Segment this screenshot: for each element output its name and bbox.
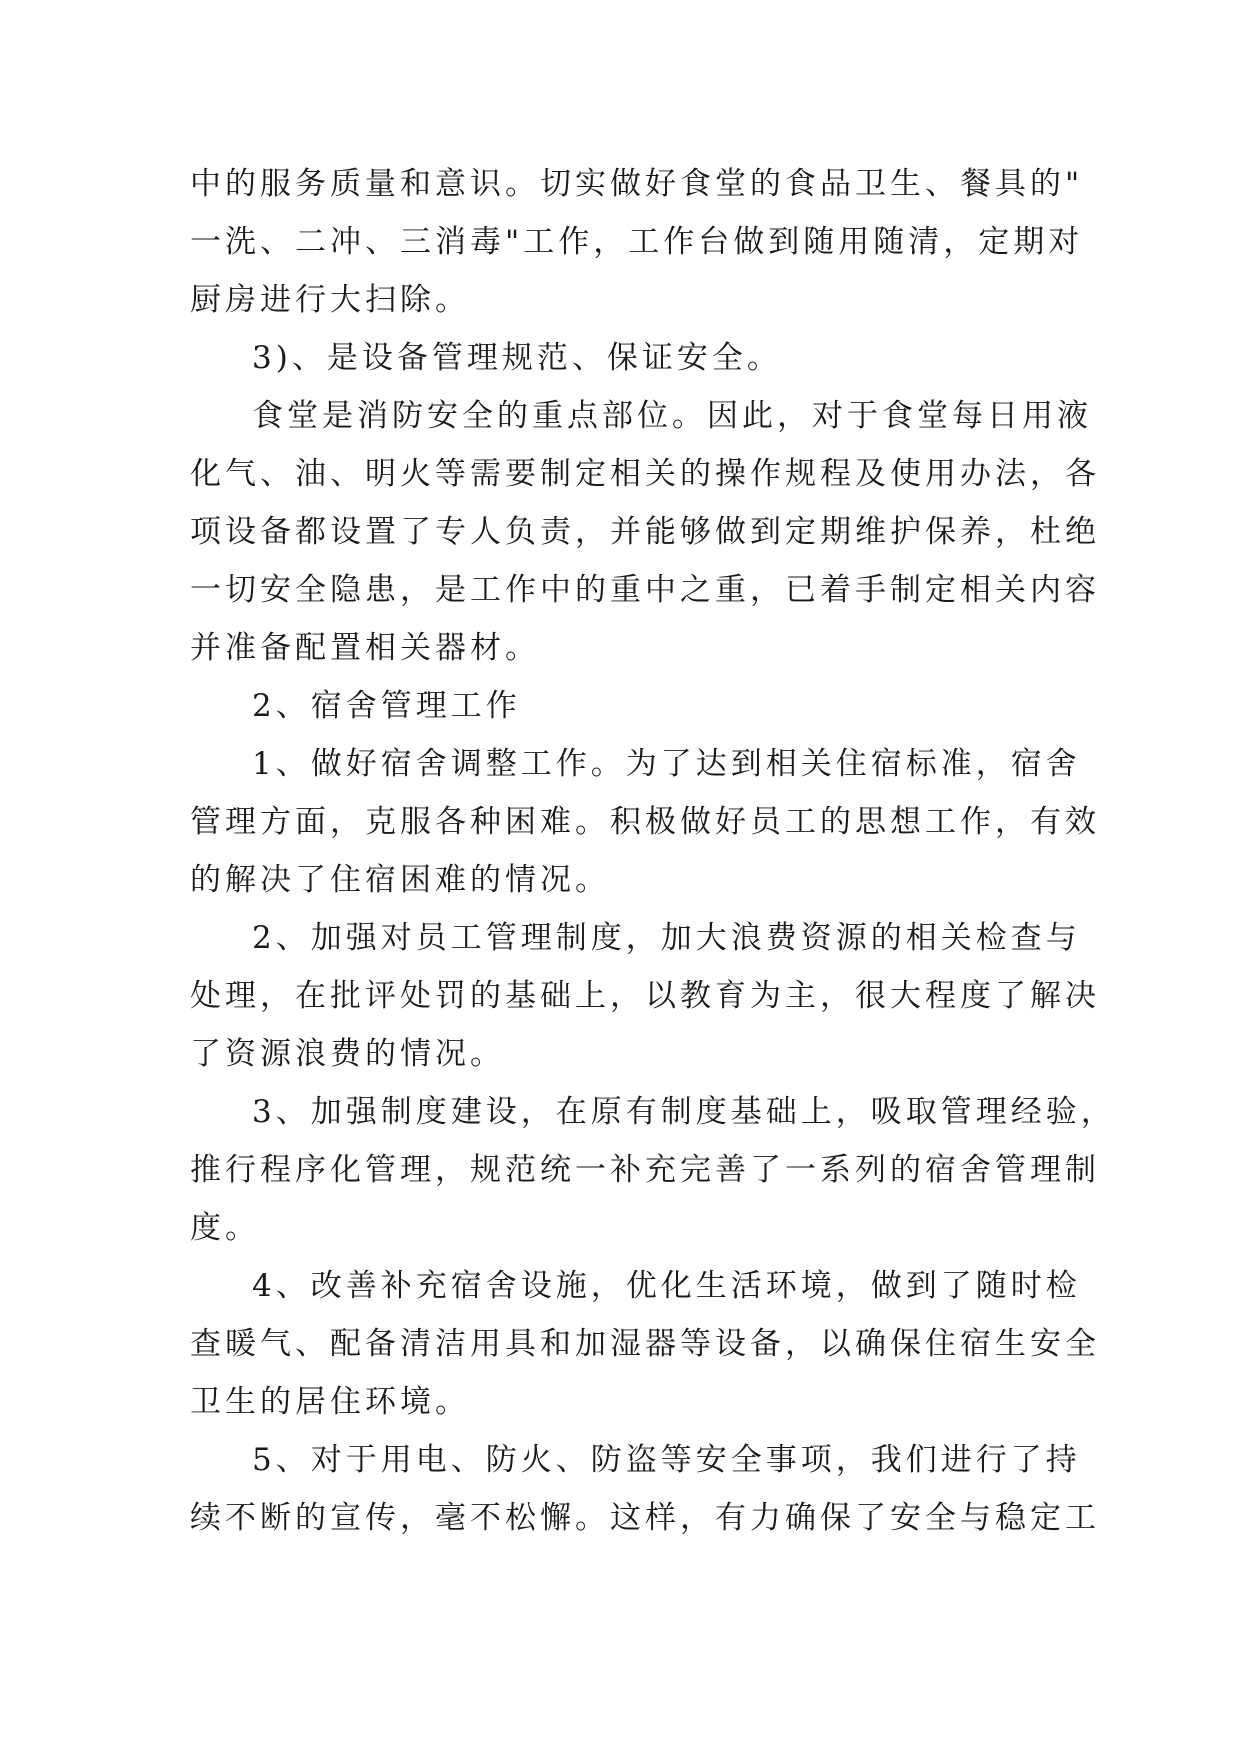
text-line: 卫生的居住环境。 [190,1384,470,1420]
text-line: 食堂是消防安全的重点部位。因此，对于食堂每日用液 [252,398,1092,434]
text-line: 了资源浪费的情况。 [190,1036,505,1072]
text-line: 度。 [190,1210,260,1246]
text-line: 一切安全隐患，是工作中的重中之重，已着手制定相关内容 [190,572,1100,608]
text-line: 厨房进行大扫除。 [190,282,470,318]
section-heading: 3)、是设备管理规范、保证安全。 [252,340,782,376]
document-body [190,155,1116,1547]
text-line: 的解决了住宿困难的情况。 [190,862,610,898]
text-line: 2、加强对员工管理制度，加大浪费资源的相关检查与 [252,920,1081,956]
text-line: 项设备都设置了专人负责，并能够做到定期维护保养，杜绝 [190,514,1100,550]
text-line: 4、改善补充宿舍设施，优化生活环境，做到了随时检 [252,1268,1081,1304]
text-line: 续不断的宣传，毫不松懈。这样，有力确保了安全与稳定工 [190,1500,1100,1536]
section-heading: 2、宿舍管理工作 [252,688,521,724]
text-line: 中的服务质量和意识。切实做好食堂的食品卫生、餐具的" [190,166,1084,202]
text-line: 3、加强制度建设，在原有制度基础上，吸取管理经验， [252,1094,1116,1130]
text-line: 1、做好宿舍调整工作。为了达到相关住宿标准，宿舍 [252,746,1081,782]
text-line: 管理方面，克服各种困难。积极做好员工的思想工作，有效 [190,804,1100,840]
text-line: 查暖气、配备清洁用具和加湿器等设备，以确保住宿生安全 [190,1326,1100,1362]
text-line: 5、对于用电、防火、防盗等安全事项，我们进行了持 [252,1442,1081,1478]
text-line: 并准备配置相关器材。 [190,630,540,666]
text-line: 化气、油、明火等需要制定相关的操作规程及使用办法，各 [190,456,1100,492]
text-line: 处理，在批评处罚的基础上，以教育为主，很大程度了解决 [190,978,1100,1014]
text-line: 推行程序化管理，规范统一补充完善了一系列的宿舍管理制 [190,1152,1100,1188]
text-line: 一洗、二冲、三消毒"工作，工作台做到随用随清，定期对 [190,224,1084,260]
